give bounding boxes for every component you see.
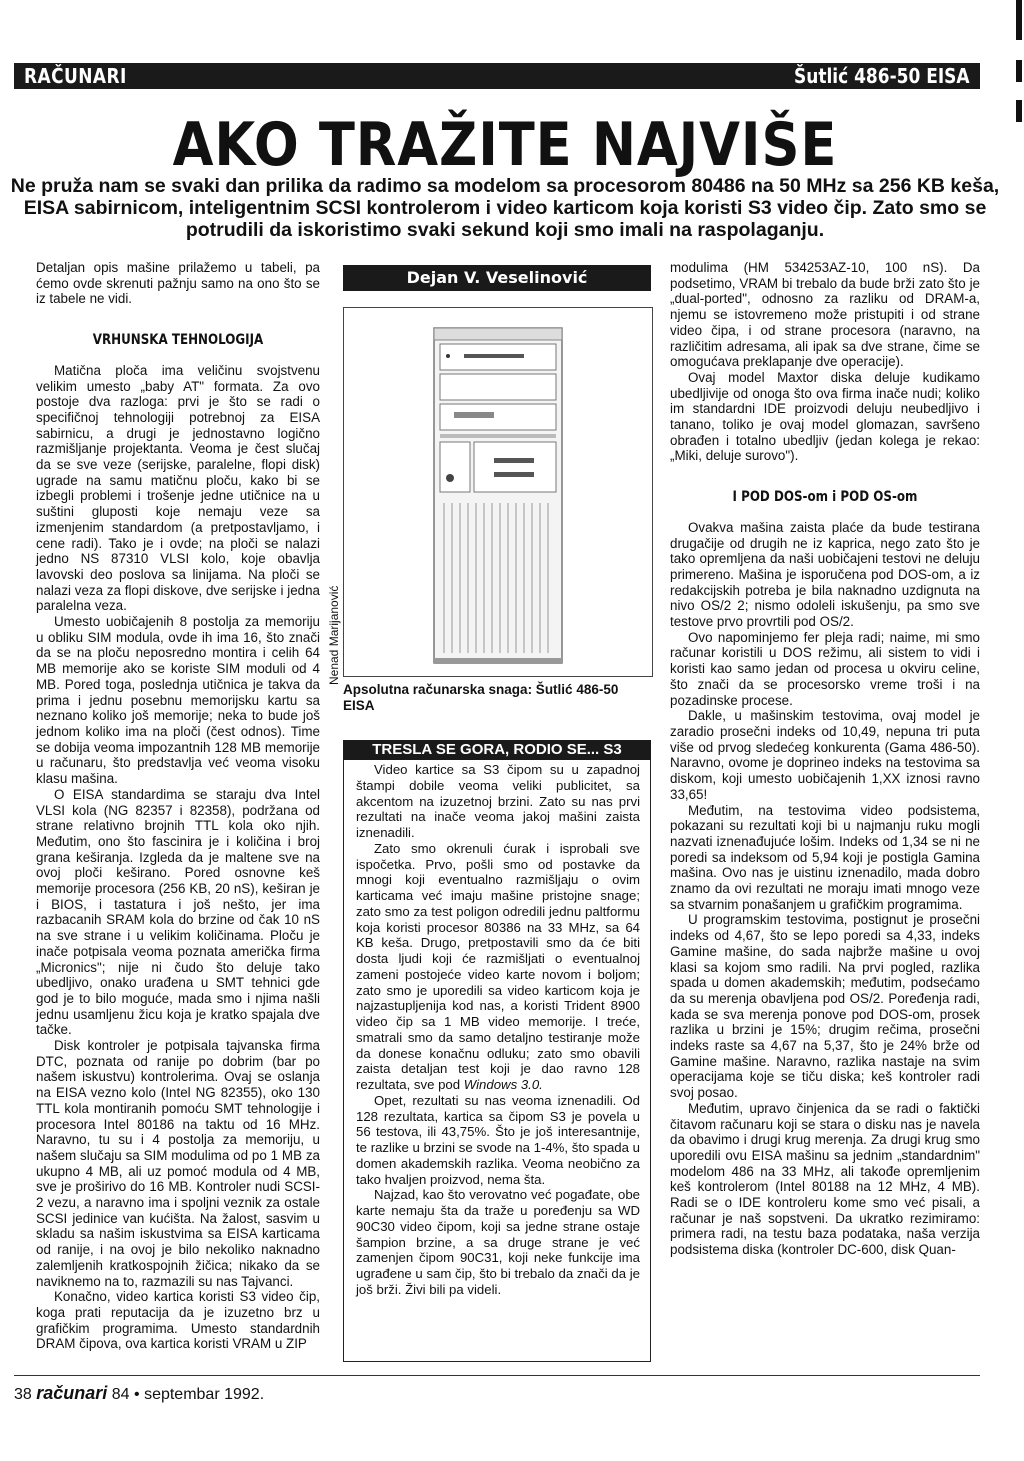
paragraph: Međutim, upravo činjenica da se radi o faktički čitavom računaru koji se stara o disku nas je navela da obavimo i drugi krug merenja. Za drugi krug smo uporedili ovu EISA mašinu sa jednim „standardnim" modelom 486 na 33 MHz, ali takođe opremljenim keš kontrolerom (Intel 80188 na 12 MHz, 4 MB). Radi se o IDE kontroleru kome smo već pisali, a računar je naš sopstveni. Da ukratko rezimiramo: primera radi, na testu baza podataka, naša verzija podsistema diska (kontroler DC-600, disk Quan- bbox=[670, 1100, 980, 1258]
magazine-name: računari bbox=[36, 1383, 108, 1403]
headline: AKO TRAŽITE NAJVIŠE bbox=[172, 110, 838, 180]
photo-caption: Apsolutna računarska snaga: Šutlić 486-50 EISA bbox=[343, 682, 619, 713]
paragraph: Međutim, na testovima video podsistema, pokazani su rezultati koji bi u najmanju ruku mogli nazvati iznenađujuće lošim. Indeks od 1,34 se ni ne poredi sa indeksom od 5,94 koji je postigla Gamina mašina. Ovo nas je uistinu iznenadilo, mada dobro znamo da ovi rezultati ne moraju imati mnogo veze sa stvarnim ponašanjem u grafičkim programima. bbox=[670, 802, 980, 912]
scan-edge bbox=[1016, 100, 1022, 122]
paragraph-text: Zato smo okrenuli ćurak i isprobali sve ispočetka. Prvo, pošli smo od postavke da mnogi koji eventualno razmišljaju o ovim karticama već imaju mašine pristojne snage; zato smo za test poligon odredili jednu paltformu koja koristi procesor 80386 na 33 MHz, sa 64 KB keša. Drugo, pretpostavili smo da će biti dosta ljudi koji će razmišljati o eventualnoj zameni postojeće video karte novom i boljom; zato smo je uporedili sa video karticom koja je najzastupljenija kod nas, a koristi Trident 8900 video čip sa 1 MB video memorije. I treće, smatrali smo da samo detaljno testiranje može da donese konačnu odluku; zato smo obavili zaista detaljan test koji je dao ravno 128 rezultata, sve pod bbox=[356, 840, 640, 1092]
paragraph: modulima (HM 534253AZ-10, 100 nS). Da podsetimo, VRAM bi trebalo da bude brži zato što je „dual-ported", odnosno za razliku od DRAM-a, njemu se istovremeno može pristupiti i od strane video čipa, i od strane procesora (naravno, na različitim adresama, ali ipak sa dve strane, čime se omogućava preklapanje dve operacije). bbox=[670, 260, 980, 370]
paragraph: Matična ploča ima veličinu svojstvenu velikim umesto „baby AT" formata. Za ovo postoje dva razloga: prvi je što se radi o specifičnoj tehnologiji potrebnoj za EISA sabirnicu, a drugi je jednostavno logično razmišljanje projektanta. Veoma je čest slučaj da se sve veze (serijske, paralelne, flopi disk) ugrade na samu matičnu ploču, kako bi se izbegli problemi i trošenje jedne utičnice na u suštini gluposti koje nemaju veze sa izmenjenim standardom (a pretpostavljamo, i cene radi). Tako je i ovde; na ploči se nalazi jedno NS 87310 VLSI kolo, koje obavlja lavovski deo poslova sa linijama. Na ploči se nalazi veza za flopi diskove, dve serijske i jedna paralelna veza. bbox=[36, 362, 320, 614]
article-column-3 bbox=[670, 260, 980, 1258]
section-label: RAČUNARI bbox=[24, 64, 127, 88]
windows-version: Windows 3.0. bbox=[463, 1077, 543, 1092]
subhead-vrhunska-tehnologija: VRHUNSKA TEHNOLOGIJA bbox=[92, 332, 264, 349]
sidebar-text bbox=[356, 762, 640, 1298]
computer-tower-photo bbox=[343, 307, 653, 677]
paragraph: Dakle, u mašinskim testovima, ovaj model je zaradio prosečni indeks od 10,49, nepuna tri puta više od prvog sledećeg konkurenta (Gama 486-50). Naravno, ovome je doprineo indeks na testovima sa diskom, koji umesto uobičajenih 1,XX iznosi ravno 33,65! bbox=[670, 708, 980, 802]
paragraph: Opet, rezultati su nas veoma iznenadili. Od 128 rezultata, kartica sa čipom S3 je povela u 56 testova, ili 43,75%. Što je još interesantnije, te razlike u brzini se svode na 1-4%, što spada u domen akademskih razlika. Veoma neobično za tako hvaljen proizvod, nema šta. bbox=[356, 1092, 640, 1187]
sidebar-box bbox=[343, 760, 651, 1362]
paragraph: U programskim testovima, postignut je prosečni indeks od 4,67, što se lepo poredi sa 4,33, indeks Gamine mašine, do sada najbrže mašine u ovoj klasi sa kojom smo radili. Na prvi pogled, razlika spada u domen akademskih; međutim, podsećamo da su merenja obavljena pod OS/2. Poređenja radi, kada se sva merenja ponove pod DOS-om, prosek razlika u brzini je 15%; drugim rečima, prosečni indeks raste sa 4,67 na 5,37, što je 24% brže od Gamine mašine. Naravno, razlika nastaje na svim operacijama koje se tiču diska; keš kontroler radi svoj posao. bbox=[670, 912, 980, 1101]
paragraph: Disk kontroler je potpisala tajvanska firma DTC, poznata od ranije po dobrim (bar po našem iskustvu) kontrolerima. Ovaj se oslanja na EISA vezno kolo (Intel NG 82355), oko 130 TTL kola montiranih pomoću SMT tehnologije i procesora Intel 80186 na taktu od 16 MHz. Naravno, tu su i 4 postolja za memoriju, u našem slučaju sa SIM modulima od po 1 MB za ukupno 4 MB, ali uz pomoć modula od 4 MB, sve je proširivo do 16 MB. Kontroler nudi SCSI-2 vezu, a naravno ima i spoljni veznik za ostale SCSI jedinice van kućišta. Na žalost, sasvim u skladu sa našim iskustvima sa EISA karticama od ranije, i na ovoj je bilo nekoliko naknadno zalemljenih kratkospojnih žičica; nikako da se naviknemo na to, razmazili su nas Tajvanci. bbox=[36, 1038, 320, 1289]
photo-credit: Nenad Marijanović bbox=[327, 585, 341, 685]
paragraph: Ovakva mašina zaista plaće da bude testirana drugačije od drugih ne iz kaprica, nego zato što je tako opremljena da naši uobičajeni testovi ne deluju primereno. Mašina je isporučena pod DOS-om, a iz redakcijskih potreba je bila naknadno uzdignuta na nivo OS/2 2; nismo odoleli iskušenju, pa smo sve testove prvo provrtili pod OS/2. bbox=[670, 519, 980, 630]
scan-edge bbox=[1016, 60, 1022, 82]
paragraph: Ovaj model Maxtor diska deluje kudikamo ubedljivije od onoga što ova firma inače nudi; koliko im standardni IDE proizvodi deluju neubedljivo i tanano, toliko je ovaj model glomazan, savršeno obrađen i totalno ubedljiv (jedan kolega je rekao: „Miki, deluje surovo"). bbox=[670, 369, 980, 464]
page-footer bbox=[14, 1383, 264, 1404]
page-number: 38 bbox=[14, 1386, 32, 1403]
computer-tower-illustration bbox=[344, 308, 652, 676]
sidebar-title: TRESLA SE GORA, RODIO SE... S3 bbox=[343, 740, 651, 760]
section-header-bar bbox=[14, 63, 980, 89]
article-column-1 bbox=[36, 260, 320, 1352]
paragraph: Umesto uobičajenih 8 postolja za memoriju u obliku SIM modula, ovde ih ima 16, što znači da se na ploču neposredno montira i celih 64 MB memorije ako se koriste SIM moduli od 4 MB. Pored toga, poslednja utičnica je takva da prima i jednu posebnu memorijsku kartu sa neznano koliko još memorije; neka to bude još jednom koliko ima na ploči (čest odnos). Time se dobija veoma impozantnih 128 MB memorije u računaru, što predstavlja već veoma visoku klasu mašina. bbox=[36, 614, 320, 787]
author-byline: Dejan V. Veselinović bbox=[343, 265, 651, 291]
scan-edge bbox=[1016, 0, 1022, 40]
footer-rule bbox=[14, 1375, 980, 1376]
paragraph: O EISA standardima se staraju dva Intel VLSI kola (NG 82357 i 82358), podržana od strane relativno brojnih TTL kola oko njih. Međutim, ono što fascinira je i količina i broj grana keširanja. Izgleda da je maltene sve na ovoj ploči keširano. Pored osnovne keš memorije procesora (256 KB, 20 nS), keširan je i BIOS, i tastatura i još nešto, jer ima razbacanih SRAM kola do brzine od čak 10 nS na sve strane i u velikim količinama. Ploču je inače potpisala veoma poznata američka firma „Micronics"; nije ni čudo što deluje tako ubedljivo, onako urađena u SMT tehnici gde god je to bilo moguće, mada smo i njima našli jednu usamljenu žicu koja je kratko spajala dve tačke. bbox=[36, 786, 320, 1038]
paragraph bbox=[356, 841, 640, 1093]
paragraph: Najzad, kao što verovatno već pogađate, obe karte nemaju šta da traže u poređenju sa WD 90C30 video čipom, koji sa jedne strane ostaje šampion brzine, a sa druge strane je već zamenjen čipom 90C31, koji neke funkcije ima ugrađene u sam čip, što bi trebalo da znači da je još brži. Živi bili pa videli. bbox=[356, 1187, 640, 1297]
intro-paragraph: Detaljan opis mašine prilažemo u tabeli, pa ćemo ovde skrenuti pažnju samo na ono što se iz tabele ne vidi. bbox=[36, 260, 320, 307]
lede: Ne pruža nam se svaki dan prilika da radimo sa modelom sa procesorom 80486 na 50 MHz sa 256 KB keša, EISA sabirnicom, inteligentnim SCSI kontrolerom i video karticom koja koristi S3 video čip. Zato smo se potrudili da iskoristimo svaki sekund koji smo imali na raspolaganju. bbox=[10, 175, 1000, 241]
bullet-separator: • bbox=[134, 1386, 140, 1403]
subhead-dos-os2: I POD DOS-om i POD OS-om bbox=[732, 489, 918, 506]
paragraph: Ovo napominjemo fer pleja radi; naime, mi smo računar koristili u DOS režimu, ali sistem to vidi i koristi kao samo jedan od procesa u okviru celine, što znači da se procesorsko vreme troši i na pozadinske procese. bbox=[670, 629, 980, 708]
paragraph: Konačno, video kartica koristi S3 video čip, koga prati reputacija da je izuzetno brz u grafičkim programima. Umesto standardnih DRAM čipova, ova kartica koristi VRAM u ZIP bbox=[36, 1289, 320, 1352]
paragraph: Video kartice sa S3 čipom su u zapadnoj štampi dobile veoma veliki publicitet, sa akcentom na izuzetnoj brzini. Zato su nas prvi rezultati na inače veoma jakoj mašini zaista iznenadili. bbox=[356, 762, 640, 840]
issue-date: septembar 1992. bbox=[144, 1386, 265, 1403]
issue-number: 84 bbox=[111, 1386, 130, 1403]
product-label: Šutlić 486-50 EISA bbox=[794, 64, 970, 88]
